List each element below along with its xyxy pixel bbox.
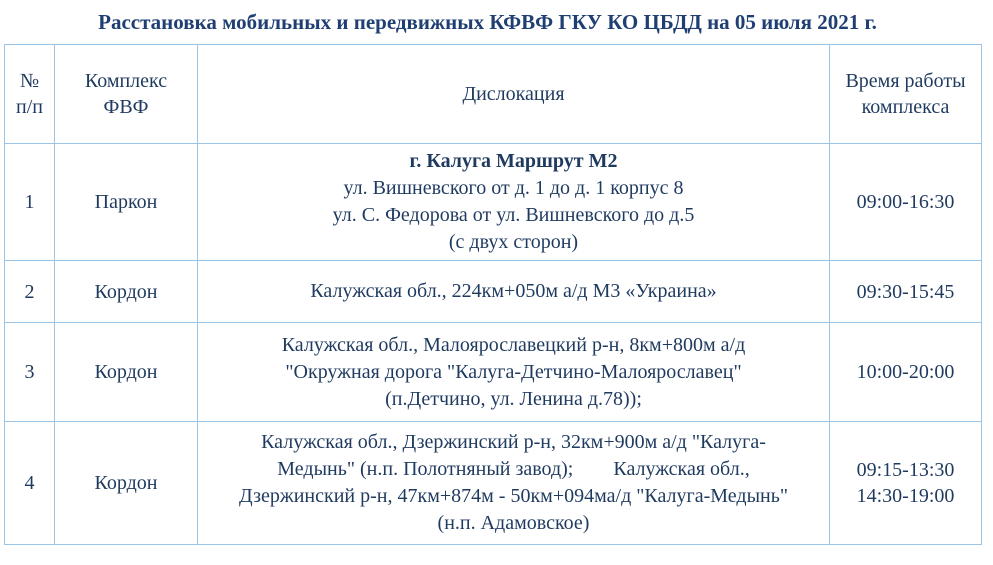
route-heading: г. Калуга Маршрут М2 <box>409 150 618 172</box>
cell-complex: Паркон <box>55 144 198 261</box>
table-row <box>5 261 982 323</box>
cell-num: 1 <box>5 144 55 261</box>
cell-time: 09:15-13:30 14:30-19:00 <box>830 422 982 545</box>
header-location: Дислокация <box>198 45 830 144</box>
page-title: Расстановка мобильных и передвижных КФВФ ГКУ КО ЦБДД на 05 июля 2021 г. <box>98 9 877 34</box>
placement-table <box>4 44 982 545</box>
header-num: № п/п <box>5 45 55 144</box>
cell-num: 3 <box>5 323 55 422</box>
table-header-row <box>5 45 982 144</box>
cell-time: 09:30-15:45 <box>830 261 982 323</box>
cell-time: 10:00-20:00 <box>830 323 982 422</box>
cell-location: Калужская обл., Малоярославецкий р-н, 8км+800м а/д "Окружная дорога "Калуга-Детчино-Малоярославец" (п.Детчино, ул. Ленина д.78)); <box>198 323 830 422</box>
cell-location: Калужская обл., 224км+050м а/д М3 «Украина» <box>198 261 830 323</box>
table-row <box>5 422 982 545</box>
header-complex: Комплекс ФВФ <box>55 45 198 144</box>
cell-complex: Кордон <box>55 323 198 422</box>
cell-complex: Кордон <box>55 422 198 545</box>
cell-location: г. Калуга Маршрут М2 ул. Вишневского от д. 1 до д. 1 корпус 8 ул. С. Федорова от ул. Вишневского до д.5 (с двух сторон) <box>198 144 830 261</box>
cell-complex: Кордон <box>55 261 198 323</box>
cell-num: 4 <box>5 422 55 545</box>
cell-location: Калужская обл., Дзержинский р-н, 32км+900м а/д "Калуга- Медынь" (н.п. Полотняный завод); Калужская обл., Дзержинский р-н, 47км+874м - 50км+094ма/д "Калуга-Медынь" (н.п. Адамовское) <box>198 422 830 545</box>
header-time: Время работы комплекса <box>830 45 982 144</box>
table-row <box>5 144 982 261</box>
cell-num: 2 <box>5 261 55 323</box>
table-row <box>5 323 982 422</box>
cell-time: 09:00-16:30 <box>830 144 982 261</box>
